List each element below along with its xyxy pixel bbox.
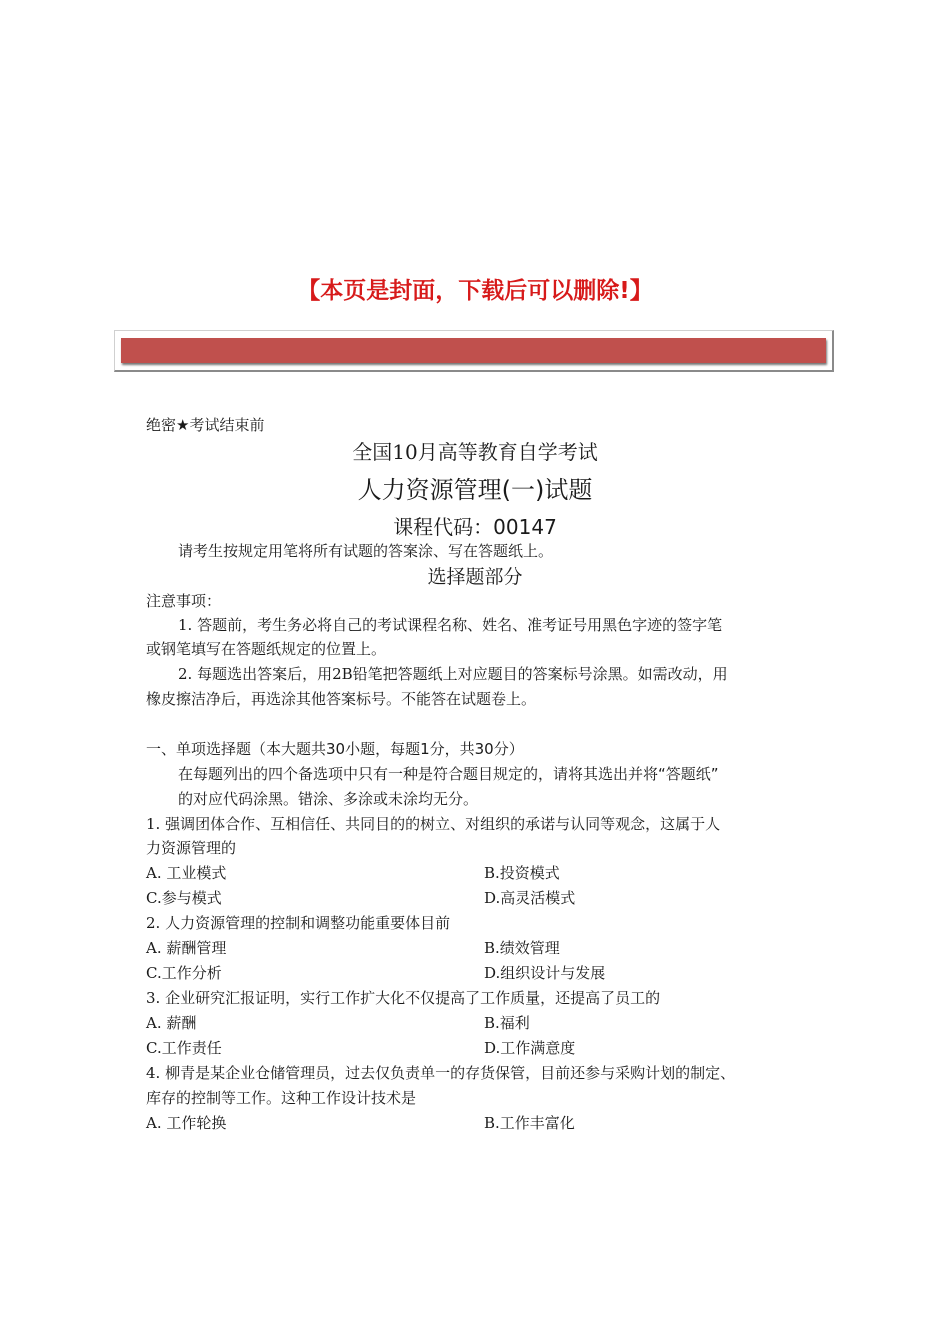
note-2-line-2: 橡皮擦洁净后，再选涂其他答案标号。不能答在试题卷上。 [146,690,537,708]
answer-instruction: 请考生按规定用笔将所有试题的答案涂、写在答题纸上。 [178,542,554,560]
exam-title: 全国10月高等教育自学考试 [352,440,598,464]
course-code: 课程代码：00147 [393,515,557,539]
part1-desc-line-1: 在每题列出的四个备选项中只有一种是符合题目规定的，请将其选出并将“答题纸” [178,765,719,783]
q2-option-c: C.工作分析 [146,964,222,982]
q3-option-c: C.工作责任 [146,1039,222,1057]
note-2-line-1: 2. 每题选出答案后，用2B铅笔把答题纸上对应题目的答案标号涂黑。如需改动，用 [178,665,728,683]
subject-title: 人力资源管理(一)试题 [357,476,593,504]
q1-option-c: C.参与模式 [146,889,222,907]
cover-note: 【本页是封面，下载后可以删除!】 [297,278,653,304]
notes-heading: 注意事项： [146,592,222,610]
part1-heading: 一、单项选择题（本大题共30小题，每题1分，共30分） [146,740,524,758]
q4-stem-line-1: 4. 柳青是某企业仓储管理员，过去仅负责单一的存货保管，目前还参与采购计划的制定、 [146,1064,736,1082]
q3-stem: 3. 企业研究汇报证明，实行工作扩大化不仅提高了工作质量，还提高了员工的 [146,989,661,1007]
q2-stem: 2. 人力资源管理的控制和调整功能重要体目前 [146,914,451,932]
q2-option-b: B.绩效管理 [484,939,560,957]
q2-option-d: D.组织设计与发展 [484,964,606,982]
q4-option-b: B.工作丰富化 [484,1114,575,1132]
q1-stem-line-2: 力资源管理的 [146,839,237,857]
confidential-label: 绝密★考试结束前 [146,416,265,434]
section-title: 选择题部分 [427,566,523,588]
q1-stem-line-1: 1. 强调团体合作、互相信任、共同目的的树立、对组织的承诺与认同等观念，这属于人 [146,815,721,833]
note-1-line-2: 或钢笔填写在答题纸规定的位置上。 [146,640,387,658]
q3-option-b: B.福利 [484,1014,530,1032]
q1-option-a: A. 工业模式 [146,864,227,882]
q3-option-d: D.工作满意度 [484,1039,576,1057]
decorative-banner [114,330,834,372]
q1-option-d: D.高灵活模式 [484,889,576,907]
q4-option-a: A. 工作轮换 [146,1114,227,1132]
note-1-line-1: 1. 答题前，考生务必将自己的考试课程名称、姓名、准考证号用黑色字迹的签字笔 [178,616,723,634]
q3-option-a: A. 薪酬 [146,1014,197,1032]
q2-option-a: A. 薪酬管理 [146,939,227,957]
q4-stem-line-2: 库存的控制等工作。这种工作设计技术是 [146,1089,417,1107]
banner-bar [121,338,826,363]
part1-desc-line-2: 的对应代码涂黑。错涂、多涂或未涂均无分。 [178,790,479,808]
q1-option-b: B.投资模式 [484,864,560,882]
